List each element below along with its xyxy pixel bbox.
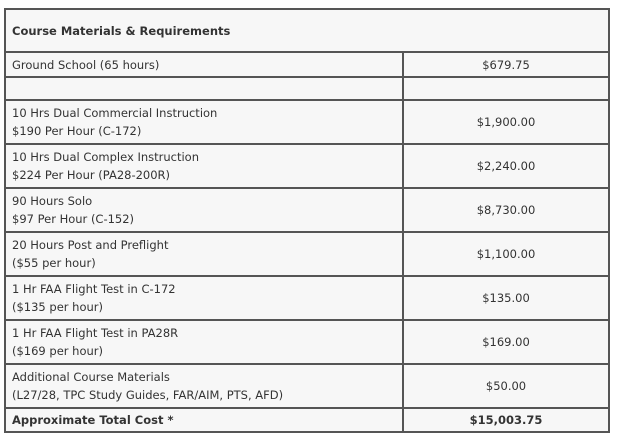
item-line-2: ($55 per hour) bbox=[12, 256, 96, 270]
item-cost: $1,100.00 bbox=[476, 247, 536, 261]
item-description bbox=[6, 145, 404, 187]
item-cost: $50.00 bbox=[485, 379, 527, 393]
total-cost: $15,003.75 bbox=[469, 413, 543, 427]
item-line-1: 90 Hours Solo bbox=[12, 194, 93, 208]
item-line-2: $224 Per Hour (PA28-200R) bbox=[12, 168, 171, 182]
table-row bbox=[6, 51, 608, 76]
table-header-row bbox=[6, 10, 608, 51]
table-row bbox=[6, 363, 608, 407]
table-row bbox=[6, 319, 608, 363]
item-cost: $1,900.00 bbox=[476, 115, 536, 129]
item-line-2: (L27/28, TPC Study Guides, FAR/AIM, PTS, AFD) bbox=[12, 388, 284, 402]
total-label: Approximate Total Cost * bbox=[6, 409, 404, 431]
item-cost: $135.00 bbox=[482, 291, 530, 305]
item-description bbox=[6, 189, 404, 231]
course-cost-table bbox=[4, 8, 610, 433]
table-row bbox=[6, 275, 608, 319]
blank-row bbox=[6, 76, 608, 99]
item-line-1: 10 Hrs Dual Commercial Instruction bbox=[12, 106, 218, 120]
item-line-1: 10 Hrs Dual Complex Instruction bbox=[12, 150, 199, 164]
table-row bbox=[6, 231, 608, 275]
table-row bbox=[6, 187, 608, 231]
item-line-2: $190 Per Hour (C-172) bbox=[12, 124, 142, 138]
item-cost: $2,240.00 bbox=[476, 159, 536, 173]
item-description bbox=[6, 277, 404, 319]
item-cost: $8,730.00 bbox=[476, 203, 536, 217]
item-cost: $169.00 bbox=[482, 335, 530, 349]
item-description bbox=[6, 53, 404, 76]
item-description bbox=[6, 101, 404, 143]
blank-cell-left bbox=[6, 78, 404, 99]
item-line-2: ($135 per hour) bbox=[12, 300, 103, 314]
item-description bbox=[6, 365, 404, 407]
table-row bbox=[6, 99, 608, 143]
item-cost: $679.75 bbox=[482, 57, 530, 72]
blank-cell-right bbox=[404, 78, 608, 99]
table-row bbox=[6, 143, 608, 187]
item-line-1: 20 Hours Post and Preflight bbox=[12, 238, 169, 252]
item-description bbox=[6, 233, 404, 275]
item-label: Ground School (65 hours) bbox=[12, 57, 160, 72]
item-line-1: 1 Hr FAA Flight Test in C-172 bbox=[12, 282, 176, 296]
item-line-1: 1 Hr FAA Flight Test in PA28R bbox=[12, 326, 179, 340]
total-row bbox=[6, 407, 608, 431]
item-line-2: ($169 per hour) bbox=[12, 344, 103, 358]
table-title: Course Materials & Requirements bbox=[12, 23, 231, 38]
item-line-2: $97 Per Hour (C-152) bbox=[12, 212, 135, 226]
item-line-1: Additional Course Materials bbox=[12, 370, 170, 384]
item-description bbox=[6, 321, 404, 363]
